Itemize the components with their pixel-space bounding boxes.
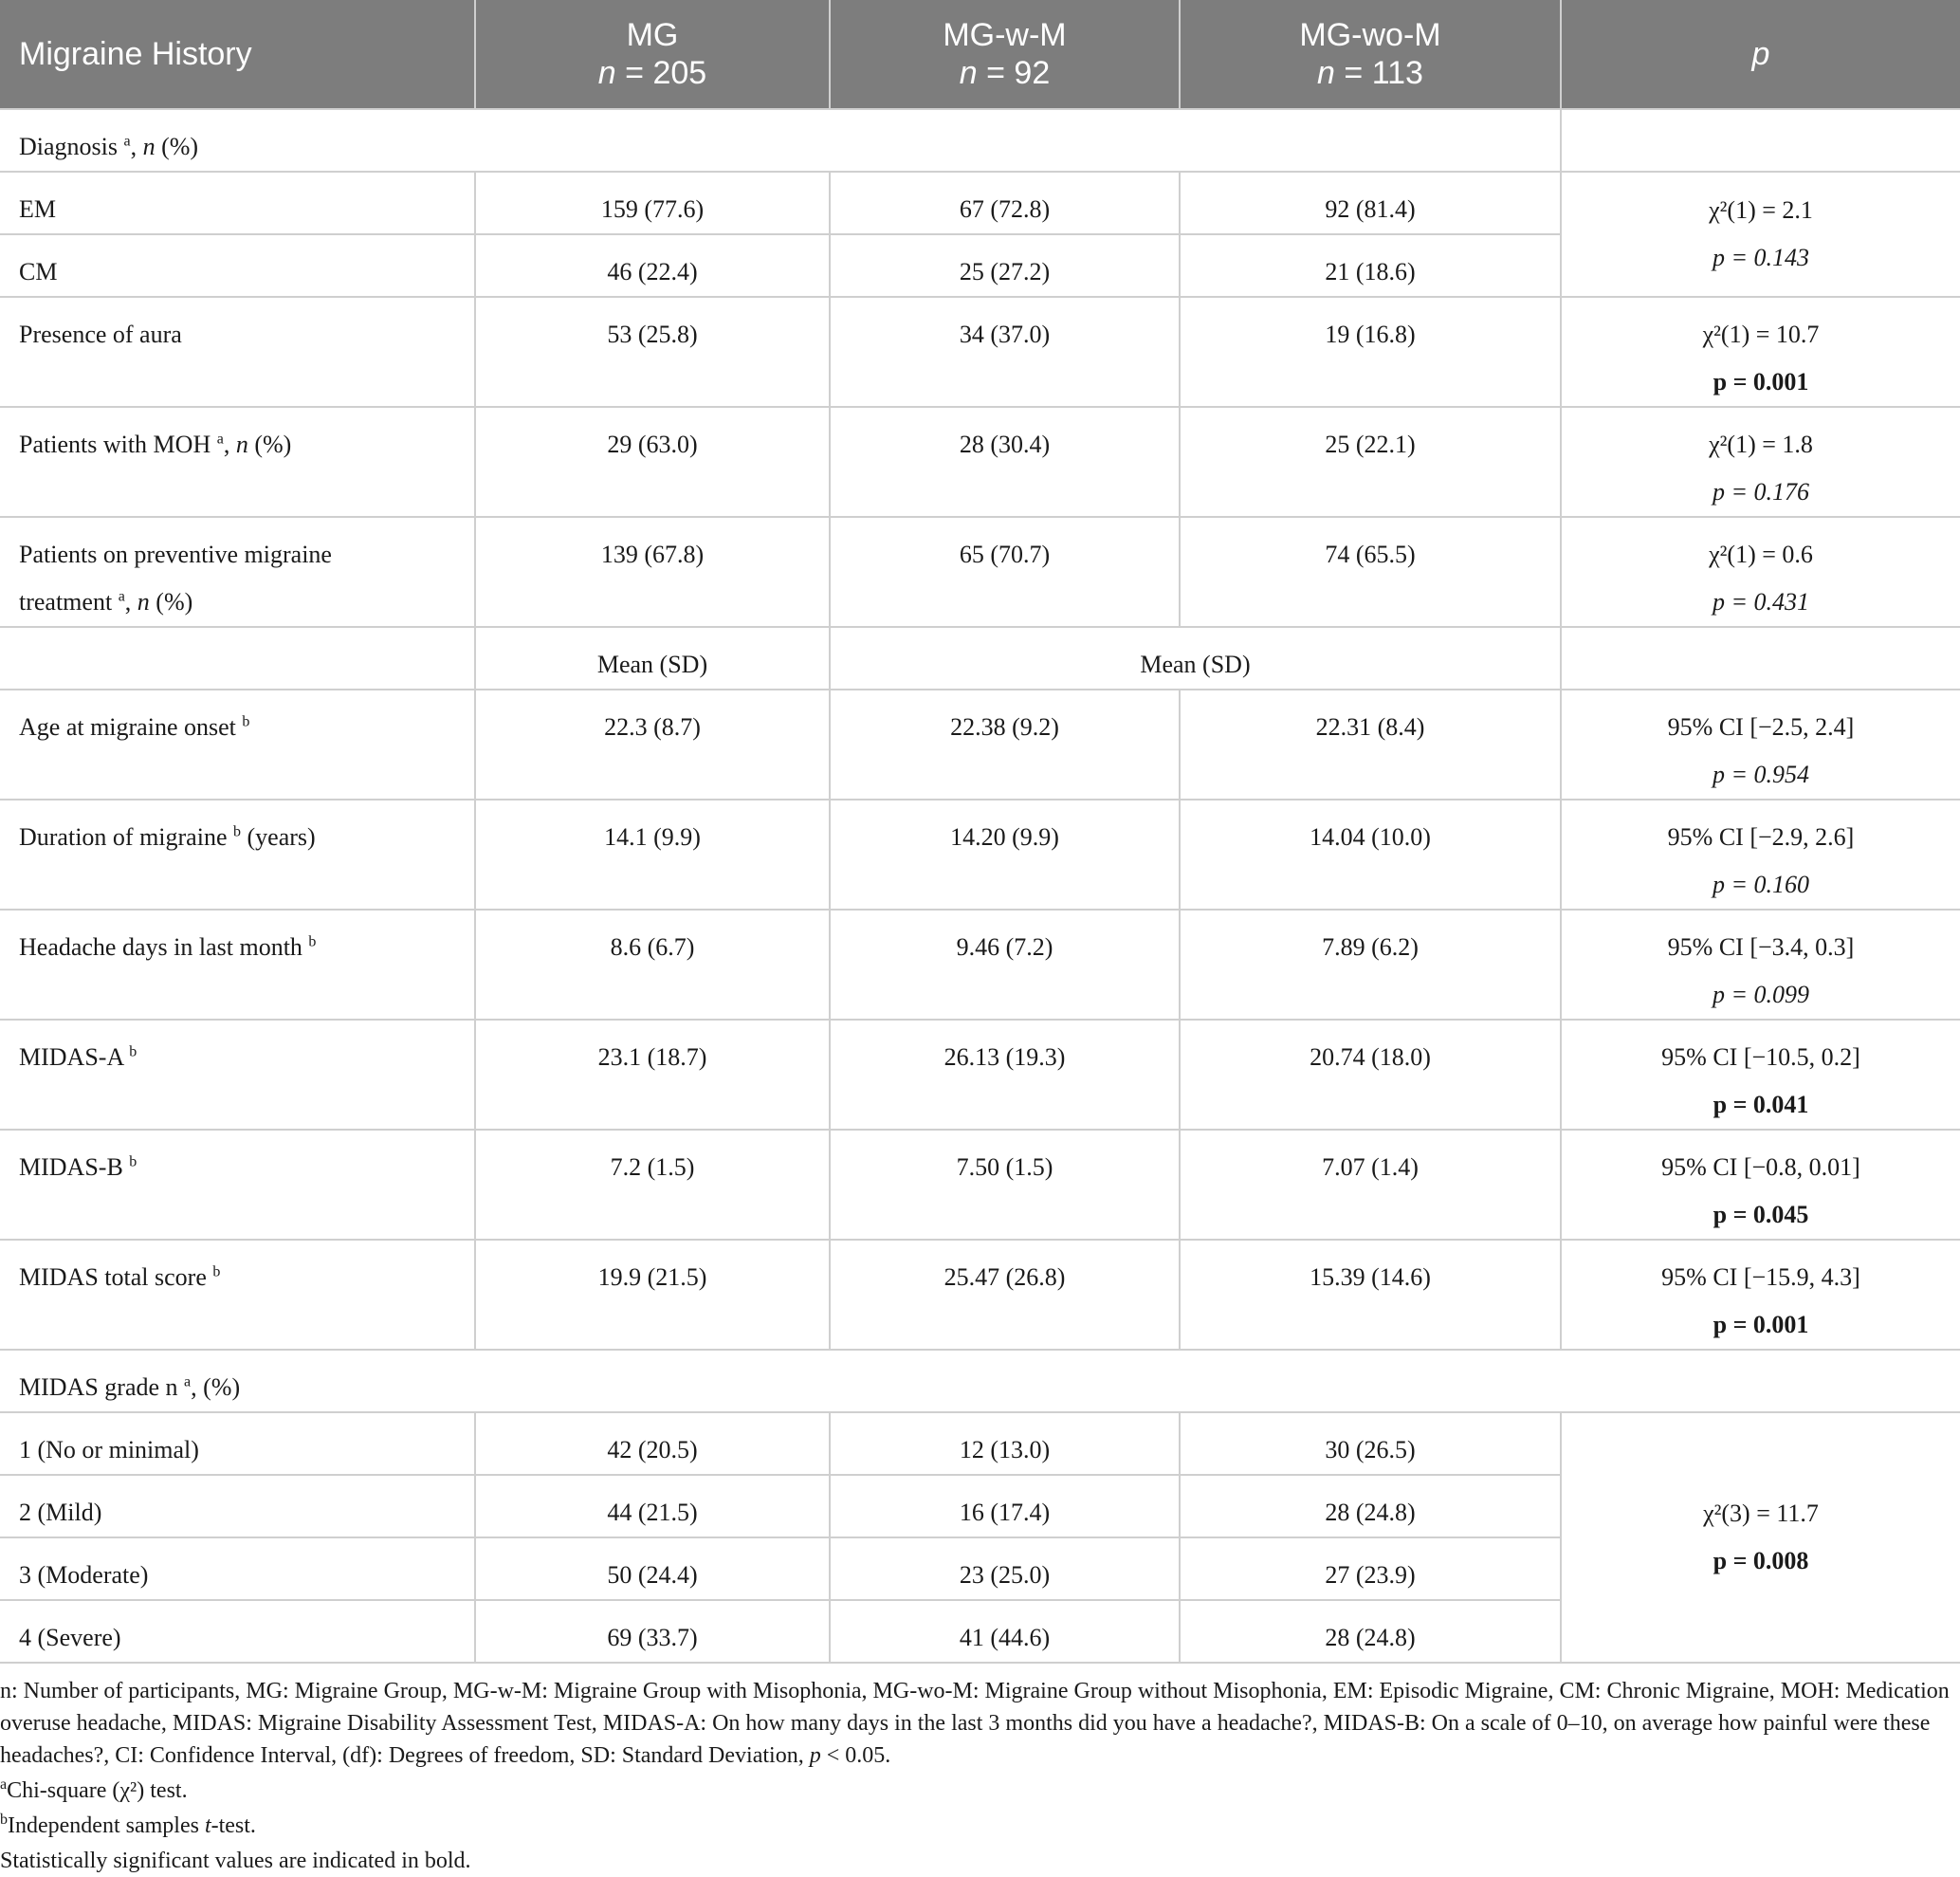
row-label	[0, 234, 475, 297]
stat-value: χ²(1) = 2.1	[1709, 196, 1813, 224]
footnote-marker: a	[123, 133, 131, 150]
footnote-marker: b	[129, 1043, 137, 1060]
value: 30 (26.5)	[1325, 1436, 1416, 1463]
n-symbol: n	[137, 588, 150, 616]
note-text: Statistically significant values are indicated in bold.	[0, 1849, 471, 1873]
footnote-marker: a	[216, 431, 224, 448]
value: 28 (24.8)	[1325, 1499, 1416, 1526]
cell-mg-wo-m	[1180, 234, 1561, 297]
header-mg-w-m	[830, 0, 1180, 109]
table-footnotes	[0, 1664, 1960, 1877]
row-label	[0, 172, 475, 234]
p-value: p = 0.001	[1713, 368, 1809, 396]
label-text: MIDAS grade n	[19, 1373, 178, 1401]
row-label	[0, 297, 475, 407]
p-label: p	[1751, 36, 1770, 72]
value: 14.20 (9.9)	[950, 823, 1059, 851]
label-text: Headache days in last month	[19, 933, 302, 961]
note-text: Independent samples	[8, 1813, 199, 1838]
label-text: MIDAS-B	[19, 1153, 123, 1181]
cell-p	[1561, 910, 1960, 1020]
value: 9.46 (7.2)	[956, 933, 1053, 961]
suffix: (years)	[247, 823, 316, 851]
label-text: Presence of aura	[19, 321, 182, 348]
t-symbol: t	[204, 1813, 211, 1838]
cell-mg	[475, 800, 830, 910]
cell-p	[1561, 407, 1960, 517]
header-label: Migraine History	[19, 36, 252, 72]
section-label: Diagnosis $^a$, n (%)	[0, 109, 1561, 172]
cell-mg-w-m	[830, 172, 1180, 234]
footnote-marker: b	[233, 823, 241, 840]
label-text: Duration of migraine	[19, 823, 228, 851]
cell-mg-wo-m	[1180, 1537, 1561, 1600]
cell-mg	[475, 627, 830, 690]
value: 20.74 (18.0)	[1310, 1043, 1431, 1071]
stat-value: χ²(1) = 10.7	[1702, 321, 1820, 348]
cell-mg	[475, 1537, 830, 1600]
cell-mg-wo-m	[1180, 690, 1561, 800]
label-text: CM	[19, 258, 58, 285]
value: 22.3 (8.7)	[604, 713, 701, 741]
value: 139 (67.8)	[600, 541, 705, 568]
value: 19 (16.8)	[1325, 321, 1416, 348]
note-text: < 0.05.	[826, 1743, 891, 1768]
value: 7.07 (1.4)	[1322, 1153, 1419, 1181]
cell-mg-w-m	[830, 1412, 1180, 1475]
p-value: p = 0.160	[1712, 871, 1810, 898]
row-midas-total	[0, 1240, 1960, 1350]
suffix: (%)	[254, 431, 292, 458]
p-value: p = 0.176	[1712, 478, 1810, 506]
value: 69 (33.7)	[607, 1624, 698, 1651]
row-label: Patients with MOH $^a$, n (%)	[0, 407, 475, 517]
row-grade-1	[0, 1412, 1960, 1475]
cell-mg	[475, 234, 830, 297]
row-midas-grade	[0, 1350, 1960, 1412]
cell-p	[1561, 172, 1960, 297]
cell-mg-wo-m	[1180, 1475, 1561, 1537]
cell-p	[1561, 800, 1960, 910]
cell-mg-w-m	[830, 910, 1180, 1020]
p-value: p = 0.099	[1712, 981, 1810, 1008]
row-aura	[0, 297, 1960, 407]
label-text: 3 (Moderate)	[19, 1561, 149, 1589]
cell-mg	[475, 1020, 830, 1130]
cell-mg	[475, 1412, 830, 1475]
cell-mg-wo-m	[1180, 1130, 1561, 1240]
cell-mg-w-m	[830, 1130, 1180, 1240]
row-midas-a	[0, 1020, 1960, 1130]
suffix: (%)	[156, 588, 193, 616]
row-label	[0, 800, 475, 910]
footnote-a	[0, 1775, 1960, 1807]
cell-mg-w-m	[830, 1020, 1180, 1130]
row-age-onset	[0, 690, 1960, 800]
note-text: Chi-square (χ²) test.	[7, 1778, 188, 1803]
value: 7.50 (1.5)	[956, 1153, 1053, 1181]
cell-mg-wo-m	[1180, 1412, 1561, 1475]
stat-value: χ²(1) = 0.6	[1709, 541, 1813, 568]
value: 44 (21.5)	[607, 1499, 698, 1526]
cell-mg-wo-m	[1180, 297, 1561, 407]
row-label: Patients on preventive migraine treatment $^a$, n (%)	[0, 517, 475, 627]
row-label	[0, 1600, 475, 1663]
row-label	[0, 1020, 475, 1130]
value: 53 (25.8)	[607, 321, 698, 348]
group-name: MG-w-M	[943, 17, 1067, 53]
header-mg	[475, 0, 830, 109]
cell-mg	[475, 1600, 830, 1663]
n-symbol: n	[959, 55, 978, 91]
group-name: MG	[626, 17, 679, 53]
value: 50 (24.4)	[607, 1561, 698, 1589]
cell-mg	[475, 1475, 830, 1537]
cell-mg	[475, 297, 830, 407]
p-value: p = 0.008	[1713, 1547, 1809, 1574]
cell-mg-wo-m	[1180, 800, 1561, 910]
note-text: -test.	[211, 1813, 256, 1838]
cell-mg-w-m	[830, 1537, 1180, 1600]
stat-value: χ²(3) = 11.7	[1703, 1500, 1819, 1527]
value: 19.9 (21.5)	[597, 1263, 707, 1291]
row-label	[0, 1475, 475, 1537]
label-text: Diagnosis	[19, 133, 118, 160]
value: 7.2 (1.5)	[610, 1153, 695, 1181]
cell-mg-w-m	[830, 297, 1180, 407]
label-text: MIDAS total score	[19, 1263, 207, 1291]
row-mean-header	[0, 627, 1960, 690]
footnote-marker: b	[129, 1153, 137, 1170]
label-text: Patients with MOH	[19, 431, 211, 458]
footnote-b	[0, 1810, 1960, 1842]
cell-mg-wo-m	[1180, 517, 1561, 627]
header-p	[1561, 0, 1960, 109]
cell-p	[1561, 1412, 1960, 1663]
n-value: = 113	[1344, 55, 1423, 91]
row-label	[0, 690, 475, 800]
value: 46 (22.4)	[607, 258, 698, 285]
stat-value: 95% CI [−15.9, 4.3]	[1661, 1263, 1860, 1291]
value: 23 (25.0)	[959, 1561, 1051, 1589]
value: 23.1 (18.7)	[597, 1043, 707, 1071]
p-value: p = 0.045	[1713, 1201, 1809, 1228]
section-label	[0, 1350, 1960, 1412]
cell-mg	[475, 1130, 830, 1240]
row-label	[0, 1130, 475, 1240]
bold-note	[0, 1845, 1960, 1877]
stat-value: 95% CI [−2.5, 2.4]	[1667, 713, 1855, 741]
cell-p	[1561, 517, 1960, 627]
subheader: Mean (SD)	[596, 651, 708, 678]
empty-cell	[1561, 109, 1960, 172]
cell-mg	[475, 172, 830, 234]
row-em	[0, 172, 1960, 234]
cell-mg	[475, 517, 830, 627]
p-symbol: p	[809, 1743, 821, 1768]
label-text: treatment	[19, 588, 113, 616]
cell-mg-w-m	[830, 407, 1180, 517]
value: 22.31 (8.4)	[1315, 713, 1425, 741]
table-header-row	[0, 0, 1960, 109]
stat-value: 95% CI [−3.4, 0.3]	[1667, 933, 1855, 961]
footnote-marker: a	[0, 1776, 8, 1793]
label-text: 4 (Severe)	[19, 1624, 121, 1651]
footnote-marker: b	[0, 1812, 8, 1828]
footnote-marker: a	[118, 588, 125, 605]
value: 21 (18.6)	[1325, 258, 1416, 285]
label-text: Age at migraine onset	[19, 713, 236, 741]
footnote-marker: b	[242, 713, 250, 730]
cell-p	[1561, 690, 1960, 800]
cell-mg	[475, 690, 830, 800]
cell-mg-wo-m	[1180, 1600, 1561, 1663]
suffix: , (%)	[191, 1373, 241, 1401]
empty-cell	[1561, 627, 1960, 690]
header-mg-wo-m	[1180, 0, 1561, 109]
stat-value: 95% CI [−0.8, 0.01]	[1661, 1153, 1860, 1181]
p-value: p = 0.431	[1712, 588, 1810, 616]
stat-value: 95% CI [−2.9, 2.6]	[1667, 823, 1855, 851]
note-text: n: Number of participants, MG: Migraine Group, MG-w-M: Migraine Group with Misophonia, MG-wo-M: Migraine Group without Misophonia, EM: Episodic Migraine, CM: Chronic Migraine, MOH: Medication overuse headache, MIDAS: Migraine Disability Assessment Test, MIDAS-A: On how many days in the last 3 months did you have a headache?, MIDAS-B: On a scale of 0–10, on average how painful were these headaches?, CI: Confidence Interval, (df): Degrees of freedom, SD: Standard Deviation,	[0, 1679, 1950, 1768]
cell-groups	[830, 627, 1561, 690]
value: 41 (44.6)	[959, 1624, 1051, 1651]
footnote-marker: b	[212, 1263, 221, 1280]
value: 16 (17.4)	[959, 1499, 1051, 1526]
row-label	[0, 910, 475, 1020]
label-text: EM	[19, 195, 56, 223]
value: 25.47 (26.8)	[943, 1263, 1066, 1291]
value: 159 (77.6)	[600, 195, 705, 223]
row-duration	[0, 800, 1960, 910]
cell-mg	[475, 407, 830, 517]
empty-cell	[0, 627, 475, 690]
label-text: 2 (Mild)	[19, 1499, 102, 1526]
label-text: MIDAS-A	[19, 1043, 123, 1071]
abbreviations-note	[0, 1675, 1960, 1772]
row-headache-days	[0, 910, 1960, 1020]
n-symbol: n	[597, 55, 616, 91]
row-preventive	[0, 517, 1960, 627]
row-label	[0, 1412, 475, 1475]
stat-value: 95% CI [−10.5, 0.2]	[1661, 1043, 1860, 1071]
cell-mg-w-m	[830, 1600, 1180, 1663]
row-diagnosis	[0, 109, 1960, 172]
cell-mg-wo-m	[1180, 910, 1561, 1020]
suffix: (%)	[161, 133, 199, 160]
value: 26.13 (19.3)	[943, 1043, 1066, 1071]
label-text: 1 (No or minimal)	[19, 1436, 199, 1463]
label-text: Patients on preventive migraine	[19, 541, 332, 568]
value: 14.1 (9.9)	[604, 823, 701, 851]
p-value: p = 0.143	[1712, 244, 1810, 271]
cell-mg	[475, 1240, 830, 1350]
cell-mg-w-m	[830, 234, 1180, 297]
value: 34 (37.0)	[959, 321, 1051, 348]
p-value: p = 0.001	[1713, 1311, 1809, 1338]
cell-p	[1561, 297, 1960, 407]
value: 25 (22.1)	[1325, 431, 1416, 458]
n-value: = 92	[986, 55, 1051, 91]
value: 92 (81.4)	[1325, 195, 1416, 223]
value: 8.6 (6.7)	[610, 933, 695, 961]
value: 15.39 (14.6)	[1310, 1263, 1431, 1291]
cell-mg-w-m	[830, 690, 1180, 800]
row-label	[0, 1240, 475, 1350]
value: 25 (27.2)	[959, 258, 1051, 285]
n-value: = 205	[625, 55, 707, 91]
value: 27 (23.9)	[1325, 1561, 1416, 1589]
footnote-marker: a	[184, 1373, 192, 1390]
row-label	[0, 1537, 475, 1600]
p-value: p = 0.041	[1713, 1091, 1809, 1118]
cell-mg	[475, 910, 830, 1020]
cell-mg-w-m	[830, 1240, 1180, 1350]
cell-mg-wo-m	[1180, 1240, 1561, 1350]
value: 42 (20.5)	[607, 1436, 698, 1463]
cell-mg-wo-m	[1180, 172, 1561, 234]
value: 7.89 (6.2)	[1322, 933, 1419, 961]
p-value: p = 0.954	[1712, 761, 1810, 788]
header-migraine-history	[0, 0, 475, 109]
value: 28 (24.8)	[1325, 1624, 1416, 1651]
row-midas-b	[0, 1130, 1960, 1240]
value: 22.38 (9.2)	[950, 713, 1059, 741]
group-name: MG-wo-M	[1299, 17, 1441, 53]
value: 67 (72.8)	[959, 195, 1051, 223]
subheader: Mean (SD)	[1140, 651, 1251, 678]
value: 12 (13.0)	[959, 1436, 1051, 1463]
value: 29 (63.0)	[607, 431, 698, 458]
cell-p	[1561, 1020, 1960, 1130]
value: 65 (70.7)	[959, 541, 1051, 568]
cell-mg-w-m	[830, 517, 1180, 627]
footnote-marker: b	[308, 933, 317, 950]
value: 74 (65.5)	[1325, 541, 1416, 568]
cell-mg-wo-m	[1180, 407, 1561, 517]
n-symbol: n	[1317, 55, 1335, 91]
stat-value: χ²(1) = 1.8	[1709, 431, 1813, 458]
cell-mg-w-m	[830, 800, 1180, 910]
value: 28 (30.4)	[959, 431, 1051, 458]
cell-mg-wo-m	[1180, 1020, 1561, 1130]
n-symbol: n	[142, 133, 156, 160]
cell-mg-w-m	[830, 1475, 1180, 1537]
value: 14.04 (10.0)	[1310, 823, 1431, 851]
cell-p	[1561, 1240, 1960, 1350]
n-symbol: n	[235, 431, 248, 458]
row-moh	[0, 407, 1960, 517]
cell-p	[1561, 1130, 1960, 1240]
